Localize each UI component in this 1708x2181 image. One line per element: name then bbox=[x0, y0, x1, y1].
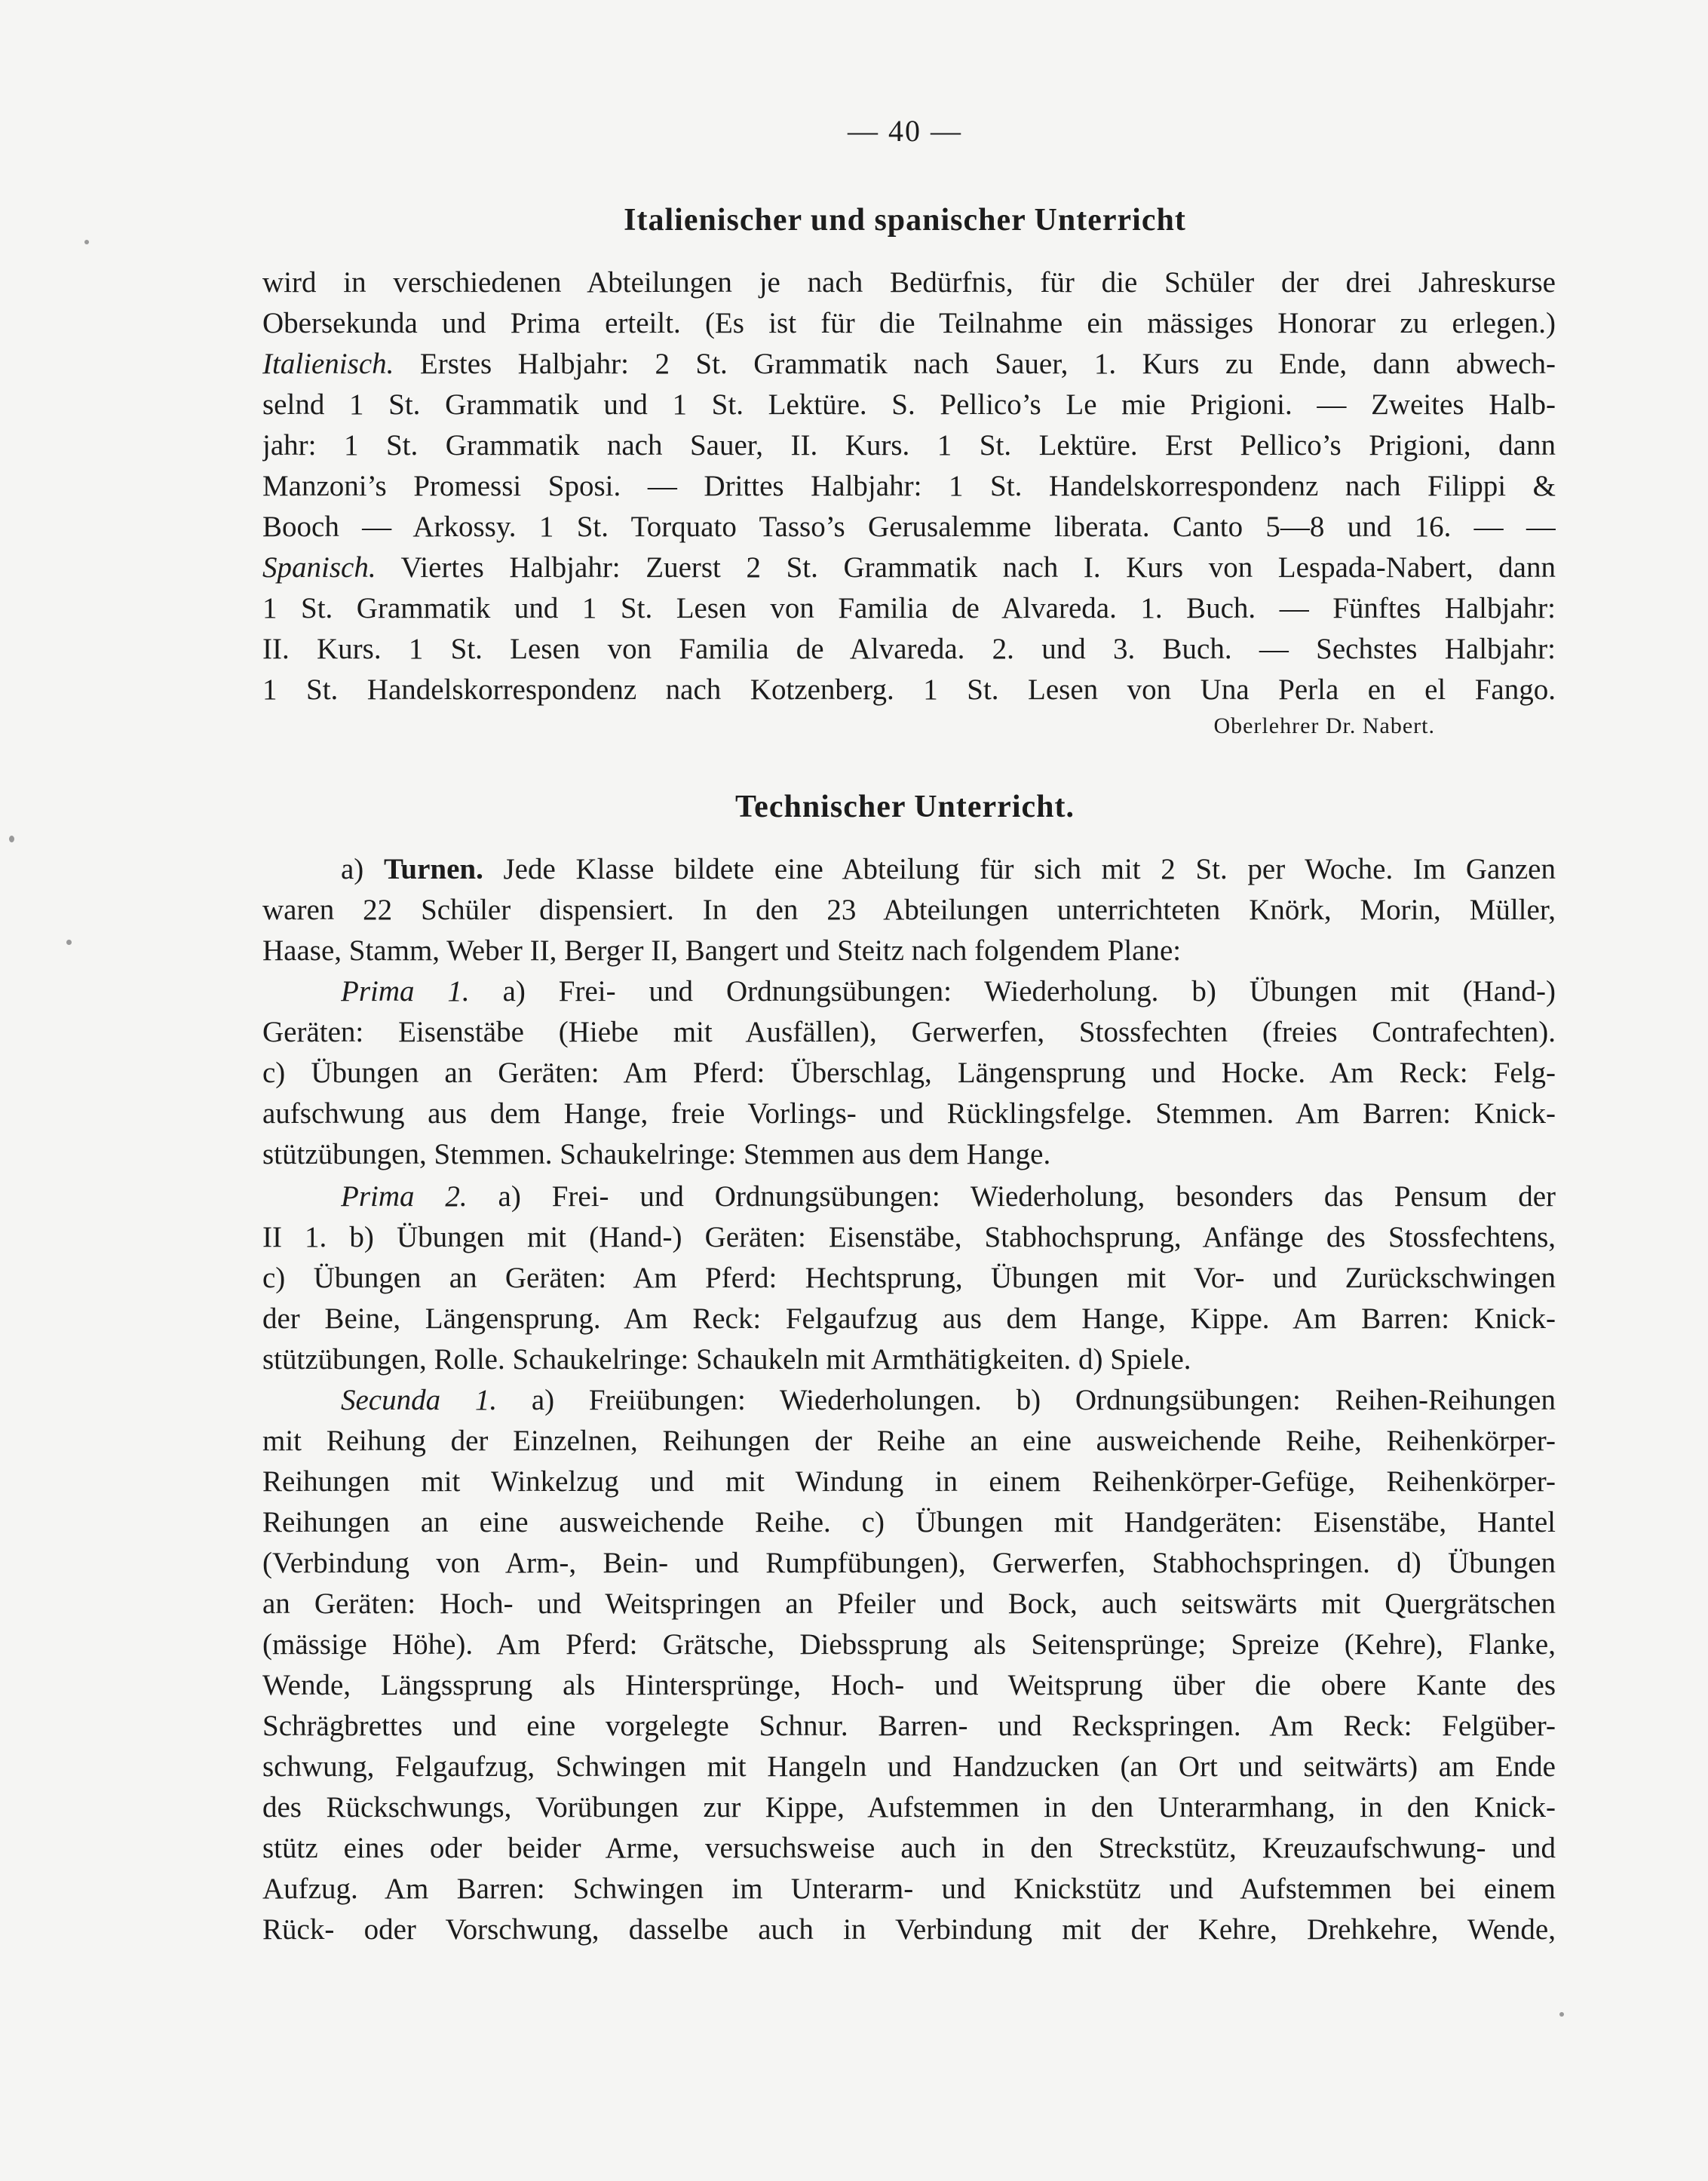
text-line: Wende, Längssprung als Hintersprünge, Hoch- und Weitsprung über die obere Kante des bbox=[262, 1669, 1556, 1701]
text-line: wird in verschiedenen Abteilungen je nach Bedürfnis, für die Schüler der drei Jahreskurse bbox=[262, 266, 1556, 299]
text-line: Haase, Stamm, Weber II, Berger II, Bangert und Steitz nach folgendem Plane: bbox=[262, 934, 1182, 967]
emphasis: Italienisch. bbox=[262, 348, 394, 380]
text-line: mit Reihung der Einzelnen, Reihungen der Reihe an eine ausweichende Reihe, Reihenkörper- bbox=[262, 1425, 1556, 1457]
paper-speck bbox=[1559, 2012, 1564, 2017]
text-line: schwung, Felgaufzug, Schwingen mit Hangeln und Handzucken (an Ort und seitwärts) am Ende bbox=[262, 1750, 1556, 1783]
text-line: Spanisch. Viertes Halbjahr: Zuerst 2 St. Grammatik nach I. Kurs von Lespada-Nabert, dann bbox=[262, 551, 1556, 584]
text-line: Booch — Arkossy. 1 St. Torquato Tasso’s Gerusalemme liberata. Canto 5—8 und 16. — — bbox=[262, 511, 1556, 543]
text-line: 1 St. Handelskorrespondenz nach Kotzenberg. 1 St. Lesen von Una Perla en el Fango. bbox=[262, 673, 1556, 706]
text-line: 1 St. Grammatik und 1 St. Lesen von Familia de Alvareda. 1. Buch. — Fünftes Halbjahr: bbox=[262, 592, 1556, 624]
section-title-technical: Technischer Unterricht. bbox=[735, 790, 1075, 824]
signature: Oberlehrer Dr. Nabert. bbox=[1213, 713, 1435, 738]
text-line: Prima 1. a) Frei- und Ordnungsübungen: Wiederholung. b) Übungen mit (Hand-) bbox=[341, 975, 1556, 1008]
text-line: waren 22 Schüler dispensiert. In den 23 Abteilungen unterrichteten Knörk, Morin, Müller, bbox=[262, 894, 1556, 926]
section-title-italian-spanish: Italienischer und spanischer Unterricht bbox=[624, 203, 1186, 238]
text-line: der Beine, Längensprung. Am Reck: Felgaufzug aus dem Hange, Kippe. Am Barren: Knick- bbox=[262, 1302, 1556, 1335]
text-line: (Verbindung von Arm-, Bein- und Rumpfübungen), Gerwerfen, Stabhochspringen. d) Übungen bbox=[262, 1547, 1556, 1579]
text-line: II. Kurs. 1 St. Lesen von Familia de Alvareda. 2. und 3. Buch. — Sechstes Halbjahr: bbox=[262, 633, 1556, 665]
text-line: c) Übungen an Geräten: Am Pferd: Überschlag, Längensprung und Hocke. Am Reck: Felg- bbox=[262, 1057, 1556, 1089]
text-line: Italienisch. Erstes Halbjahr: 2 St. Grammatik nach Sauer, 1. Kurs zu Ende, dann abwech- bbox=[262, 348, 1556, 380]
text-line: selnd 1 St. Grammatik und 1 St. Lektüre. S. Pellico’s Le mie Prigioni. — Zweites Halb- bbox=[262, 388, 1556, 421]
text-line: jahr: 1 St. Grammatik nach Sauer, II. Kurs. 1 St. Lektüre. Erst Pellico’s Prigioni, dann bbox=[262, 429, 1556, 462]
text-line: Schrägbrettes und eine vorgelegte Schnur. Barren- und Reckspringen. Am Reck: Felgüber- bbox=[262, 1710, 1556, 1742]
text-line: Rück- oder Vorschwung, dasselbe auch in Verbindung mit der Kehre, Drehkehre, Wende, bbox=[262, 1913, 1556, 1946]
text-line: a) Turnen. Jede Klasse bildete eine Abteilung für sich mit 2 St. per Woche. Im Ganzen bbox=[341, 853, 1556, 885]
text-line: an Geräten: Hoch- und Weitspringen an Pfeiler und Bock, auch seitswärts mit Quergrätschen bbox=[262, 1587, 1556, 1620]
text-line: Obersekunda und Prima erteilt. (Es ist für die Teilnahme ein mässiges Honorar zu erlegen.) bbox=[262, 307, 1556, 339]
text-line: Geräten: Eisenstäbe (Hiebe mit Ausfällen), Gerwerfen, Stossfechten (freies Contrafechten). bbox=[262, 1016, 1556, 1048]
emphasis: Turnen. bbox=[383, 853, 483, 885]
emphasis: Prima 2. bbox=[341, 1180, 468, 1213]
text-line: c) Übungen an Geräten: Am Pferd: Hechtsprung, Übungen mit Vor- und Zurückschwingen bbox=[262, 1262, 1556, 1294]
paper-speck bbox=[84, 240, 89, 244]
text-line: stützübungen, Rolle. Schaukelringe: Schaukeln mit Armthätigkeiten. d) Spiele. bbox=[262, 1343, 1191, 1376]
emphasis: Secunda 1. bbox=[341, 1384, 498, 1416]
text-line: stütz eines oder beider Arme, versuchsweise auch in den Streckstütz, Kreuzaufschwung- und bbox=[262, 1832, 1556, 1864]
paper-speck bbox=[66, 940, 72, 945]
text-line: Reihungen mit Winkelzug und mit Windung in einem Reihenkörper-Gefüge, Reihenkörper- bbox=[262, 1465, 1556, 1498]
text-line: Reihungen an eine ausweichende Reihe. c) Übungen mit Handgeräten: Eisenstäbe, Hantel bbox=[262, 1506, 1556, 1538]
text-line: II 1. b) Übungen mit (Hand-) Geräten: Eisenstäbe, Stabhochsprung, Anfänge des Stossfechtens, bbox=[262, 1221, 1556, 1253]
text-line: stützübungen, Stemmen. Schaukelringe: Stemmen aus dem Hange. bbox=[262, 1138, 1051, 1170]
emphasis: Spanisch. bbox=[262, 551, 376, 584]
page-number: — 40 — bbox=[848, 114, 962, 148]
text-line: Prima 2. a) Frei- und Ordnungsübungen: Wiederholung, besonders das Pensum der bbox=[341, 1180, 1556, 1213]
text-line: Manzoni’s Promessi Sposi. — Drittes Halbjahr: 1 St. Handelskorrespondenz nach Filippi & bbox=[262, 470, 1556, 502]
text-line: Aufzug. Am Barren: Schwingen im Unterarm- und Knickstütz und Aufstemmen bei einem bbox=[262, 1873, 1556, 1905]
text-line: (mässige Höhe). Am Pferd: Grätsche, Diebssprung als Seitensprünge; Spreize (Kehre), Flanke, bbox=[262, 1628, 1556, 1661]
text-line: Secunda 1. a) Freiübungen: Wiederholungen. b) Ordnungsübungen: Reihen-Reihungen bbox=[341, 1384, 1556, 1416]
text-line: des Rückschwungs, Vorübungen zur Kippe, Aufstemmen in den Unterarmhang, in den Knick- bbox=[262, 1791, 1556, 1824]
text-line: aufschwung aus dem Hange, freie Vorlings- und Rücklingsfelge. Stemmen. Am Barren: Knick- bbox=[262, 1097, 1556, 1130]
paper-speck bbox=[9, 836, 14, 842]
emphasis: Prima 1. bbox=[341, 975, 470, 1008]
